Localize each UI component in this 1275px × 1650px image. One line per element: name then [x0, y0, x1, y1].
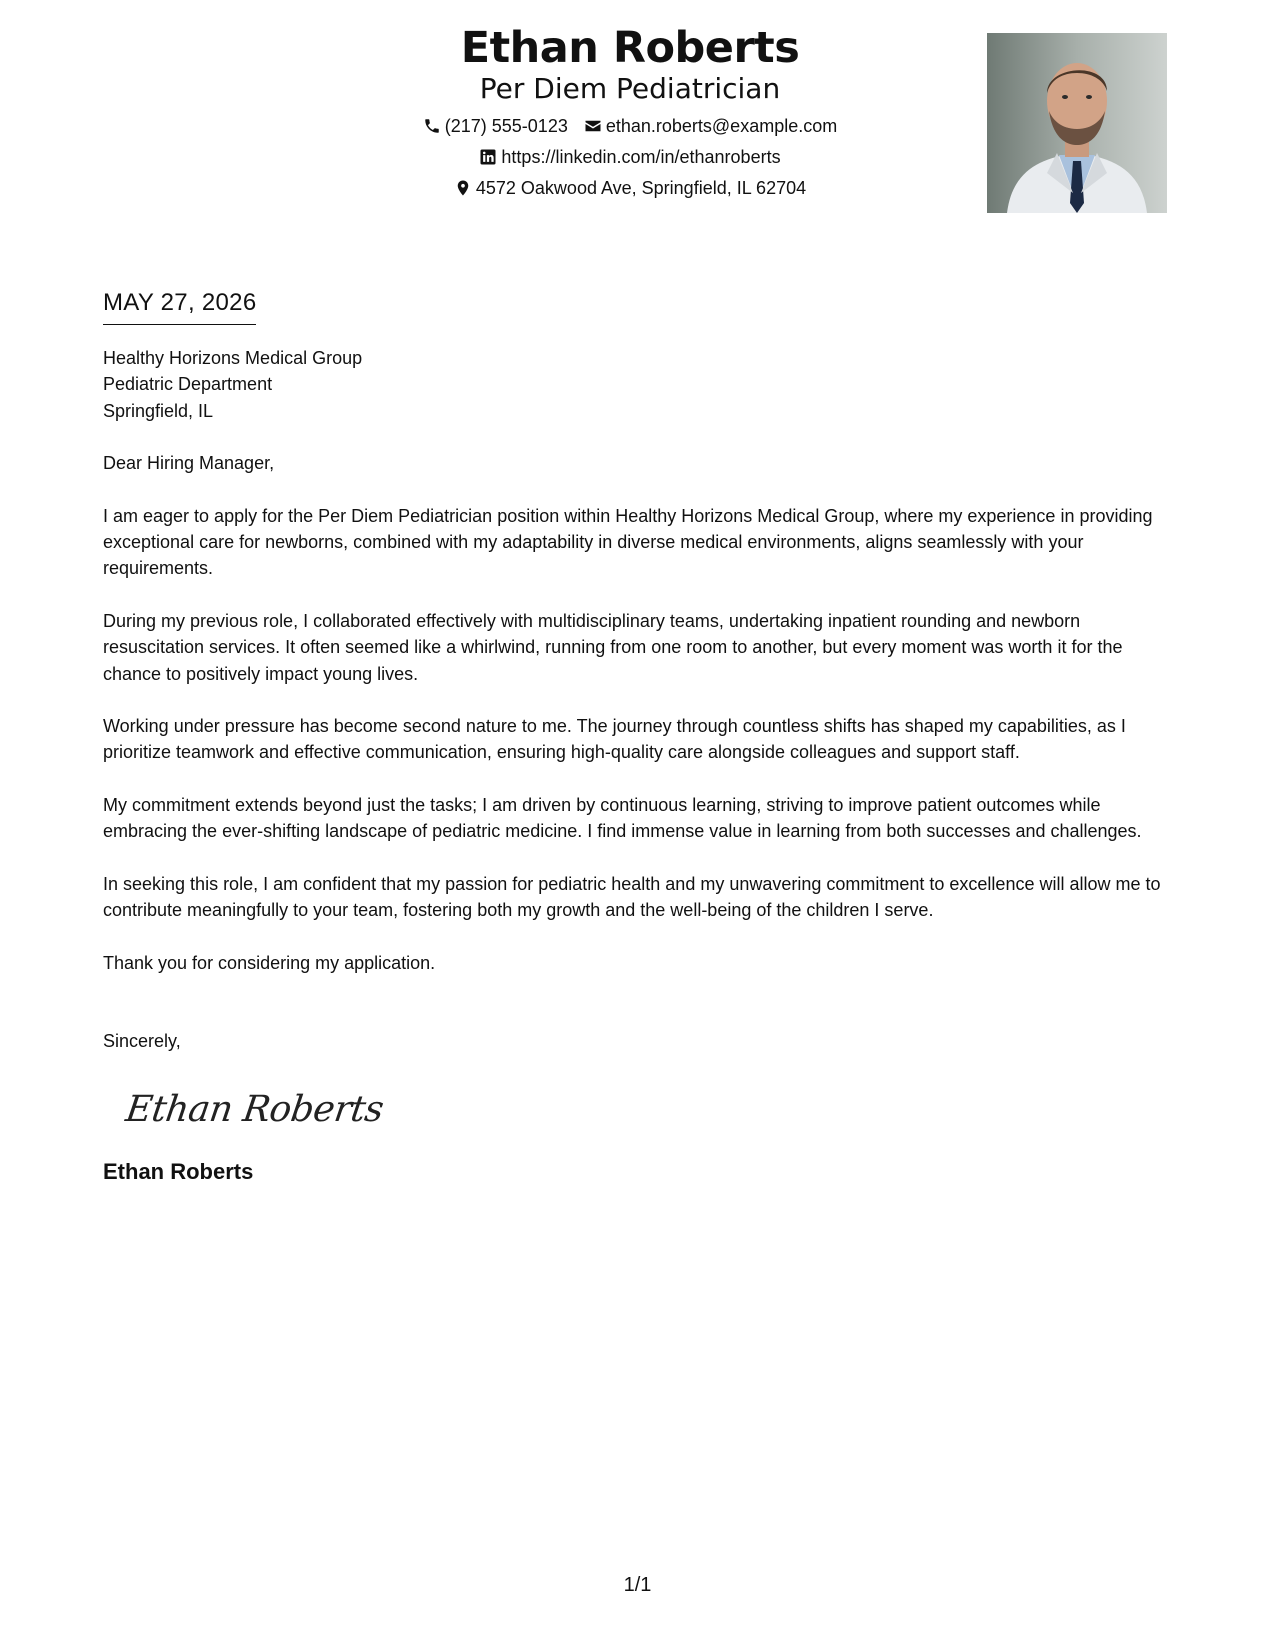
contact-row-address — [310, 177, 950, 199]
paragraph-text: Working under pressure has become second nature to me. The journey through countless shifts has shaped my capabilities, as I prioritize teamwork and effective communication, ensuring high-quality care alongside colleagues and support staff. — [103, 716, 1126, 763]
signed-name: Ethan Roberts — [103, 1159, 254, 1185]
paragraph-text: I am eager to apply for the Per Diem Pediatrician position within Healthy Horizons Medical Group, where my experience in providing exceptional care for newborns, combined with my adaptability in diverse medical environments, aligns seamlessly with your requirements. — [103, 505, 1153, 579]
profile-photo — [987, 33, 1167, 213]
body-paragraph — [103, 950, 1178, 976]
phone-number[interactable]: (217) 555-0123 — [444, 116, 568, 136]
header — [310, 22, 950, 199]
linkedin-icon — [479, 148, 497, 166]
linkedin-url[interactable]: https://linkedin.com/in/ethanroberts — [501, 147, 781, 167]
envelope-icon — [584, 117, 602, 135]
letter-date: MAY 27, 2026 — [103, 288, 256, 325]
contact-row-phone-email — [310, 115, 950, 137]
address-contact — [454, 177, 806, 199]
paragraph-text: Thank you for considering my application. — [103, 952, 436, 973]
map-pin-icon — [454, 179, 472, 197]
page-number: 1/1 — [623, 1574, 652, 1596]
recipient-block — [103, 345, 1178, 424]
applicant-name: Ethan Roberts — [460, 23, 800, 73]
body-paragraph — [103, 713, 1178, 766]
phone-icon — [423, 117, 441, 135]
email-address[interactable]: ethan.roberts@example.com — [605, 116, 838, 136]
body-paragraph — [103, 503, 1178, 582]
body-paragraph — [103, 608, 1178, 687]
phone-contact — [423, 115, 568, 137]
email-contact — [584, 115, 837, 137]
letter-body — [103, 288, 1178, 1186]
body-paragraph — [103, 792, 1178, 845]
job-title: Per Diem Pediatrician — [479, 72, 781, 105]
paragraph-text: My commitment extends beyond just the tasks; I am driven by continuous learning, striving to improve patient outcomes while embracing the ever-shifting landscape of pediatric medicine. I find immense value in learning from both successes and challenges. — [103, 794, 1142, 842]
linkedin-contact — [479, 146, 780, 168]
street-address: 4572 Oakwood Ave, Springfield, IL 62704 — [475, 178, 807, 198]
paragraph-text: In seeking this role, I am confident that my passion for pediatric health and my unwavering commitment to excellence will allow me to contribute meaningfully to your team, fostering both my growth and the well-being of the children I serve. — [103, 873, 1161, 921]
recipient-organization: Healthy Horizons Medical Group — [103, 348, 363, 368]
contact-row-linkedin — [310, 146, 950, 168]
body-paragraph — [103, 871, 1178, 924]
handwritten-signature: Ethan Roberts — [123, 1089, 386, 1131]
recipient-location: Springfield, IL — [103, 400, 214, 421]
paragraph-text: During my previous role, I collaborated effectively with multidisciplinary teams, undertaking inpatient rounding and newborn resuscitation services. It often seemed like a whirlwind, running from one room to another, but every moment was worth it for the chance to positively impact young lives. — [103, 610, 1123, 684]
recipient-department: Pediatric Department — [103, 374, 273, 395]
closing: Sincerely, — [103, 1030, 181, 1051]
salutation: Dear Hiring Manager, — [103, 453, 275, 474]
